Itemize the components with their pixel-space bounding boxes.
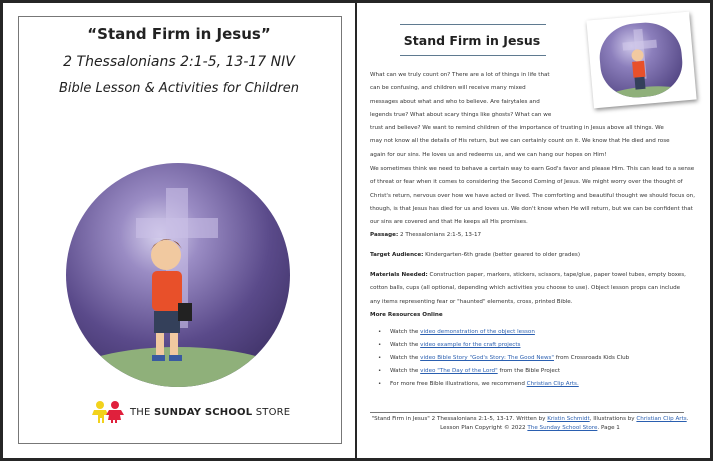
title-rule-bottom bbox=[400, 55, 546, 56]
resources-heading: More Resources Online bbox=[370, 312, 443, 318]
cover-page bbox=[3, 3, 355, 458]
cover-title: “Stand Firm in Jesus” bbox=[87, 25, 271, 43]
cover-subtitle: Bible Lesson & Activities for Children bbox=[59, 81, 299, 96]
intro-paragraph bbox=[370, 69, 700, 162]
cover-illustration bbox=[66, 163, 290, 387]
lesson-title: Stand Firm in Jesus bbox=[403, 33, 541, 48]
resource-link[interactable]: video "The Day of the Lord" bbox=[420, 368, 498, 374]
text-line: messages about what and who to believe. Are fairytales and bbox=[370, 98, 540, 105]
resource-item: • Watch the video "The Day of the Lord" from the Bible Project bbox=[370, 365, 629, 378]
author-link[interactable]: Kristin Schmidt bbox=[547, 416, 590, 422]
illustrator-link[interactable]: Christian Clip Arts bbox=[636, 416, 687, 422]
resource-item: • Watch the video Bible Story "God's Story: The Good News" from Crossroads Kids Club bbox=[370, 352, 629, 365]
resource-link[interactable]: video example for the craft projects bbox=[420, 342, 521, 348]
lesson-page bbox=[357, 3, 710, 458]
resource-link[interactable]: video demonstration of the object lesson bbox=[420, 329, 535, 335]
resource-item: • For more free Bible illustrations, we recommend Christian Clip Arts. bbox=[370, 378, 629, 391]
text-line: again for our sins. He loves us and redeems us, and we can hang our hopes on Him! bbox=[370, 151, 607, 158]
sunday-school-store-logo bbox=[91, 401, 290, 423]
text-line: can be confusing, and children will receive many mixed bbox=[370, 85, 526, 92]
text-line: trust and believe? We want to remind children of the importance of trusting in Jesus above all things. We bbox=[370, 125, 664, 132]
children-logo-icon bbox=[91, 401, 125, 423]
footer-rule bbox=[370, 412, 684, 413]
resource-link[interactable]: video Bible Story "God's Story: The Good News" bbox=[420, 355, 555, 361]
cover-passage: 2 Thessalonians 2:1-5, 13-17 NIV bbox=[63, 54, 295, 70]
boy-with-cross-illustration bbox=[66, 163, 290, 387]
second-paragraph: We sometimes think we need to behave a certain way to earn God's favor and please Him. This can lead to a sense of threat or fear when it comes to considering the Second Coming of Jesus. We might worry over the thought of Christ's return, nervous over how we have acted or lived. The comforting and beautiful thought we should focus on, though, is that Jesus has died for us and loves us. We don't know when He will return, but we can be confident that our sins are covered and that He keeps all His promises. bbox=[370, 166, 695, 226]
title-rule-top bbox=[400, 24, 546, 25]
store-link[interactable]: The Sunday School Store bbox=[527, 425, 598, 431]
logo-text: THE SUNDAY SCHOOL STORE bbox=[130, 406, 291, 418]
audience-line: Target Audience: Kindergarten-6th grade (better geared to older grades) bbox=[370, 252, 581, 258]
text-line: What can we truly count on? There are a lot of things in life that bbox=[370, 72, 550, 78]
resources-list bbox=[370, 326, 629, 391]
resource-item: • Watch the video example for the craft projects bbox=[370, 339, 629, 352]
text-line: legends true? What about scary things like ghosts? What can we bbox=[370, 111, 552, 118]
materials-line: Materials Needed: Construction paper, markers, stickers, scissors, tape/glue, paper towel tubes, empty boxes, cotton balls, cups (all optional, depending which activities you choose to use). Object lesson props can include any items representing fear or "haunted" elements, cross, printed Bible. bbox=[370, 272, 686, 305]
passage-line: Passage: 2 Thessalonians 2:1-5, 13-17 bbox=[370, 232, 482, 238]
resource-item: • Watch the video demonstration of the object lesson bbox=[370, 326, 629, 339]
page-footer: "Stand Firm in Jesus" 2 Thessalonians 2:1-5, 13-17. Written by Kristin Schmidt, Illustrations by Christian Clip Arts. Lesson Plan Copyright © 2022 The Sunday School Store. Page 1 bbox=[371, 416, 689, 431]
resource-link[interactable]: Christian Clip Arts. bbox=[526, 381, 579, 387]
text-line: may not know all the details of His return, but we can certainly count on it. We know that He died and rose bbox=[370, 138, 670, 145]
